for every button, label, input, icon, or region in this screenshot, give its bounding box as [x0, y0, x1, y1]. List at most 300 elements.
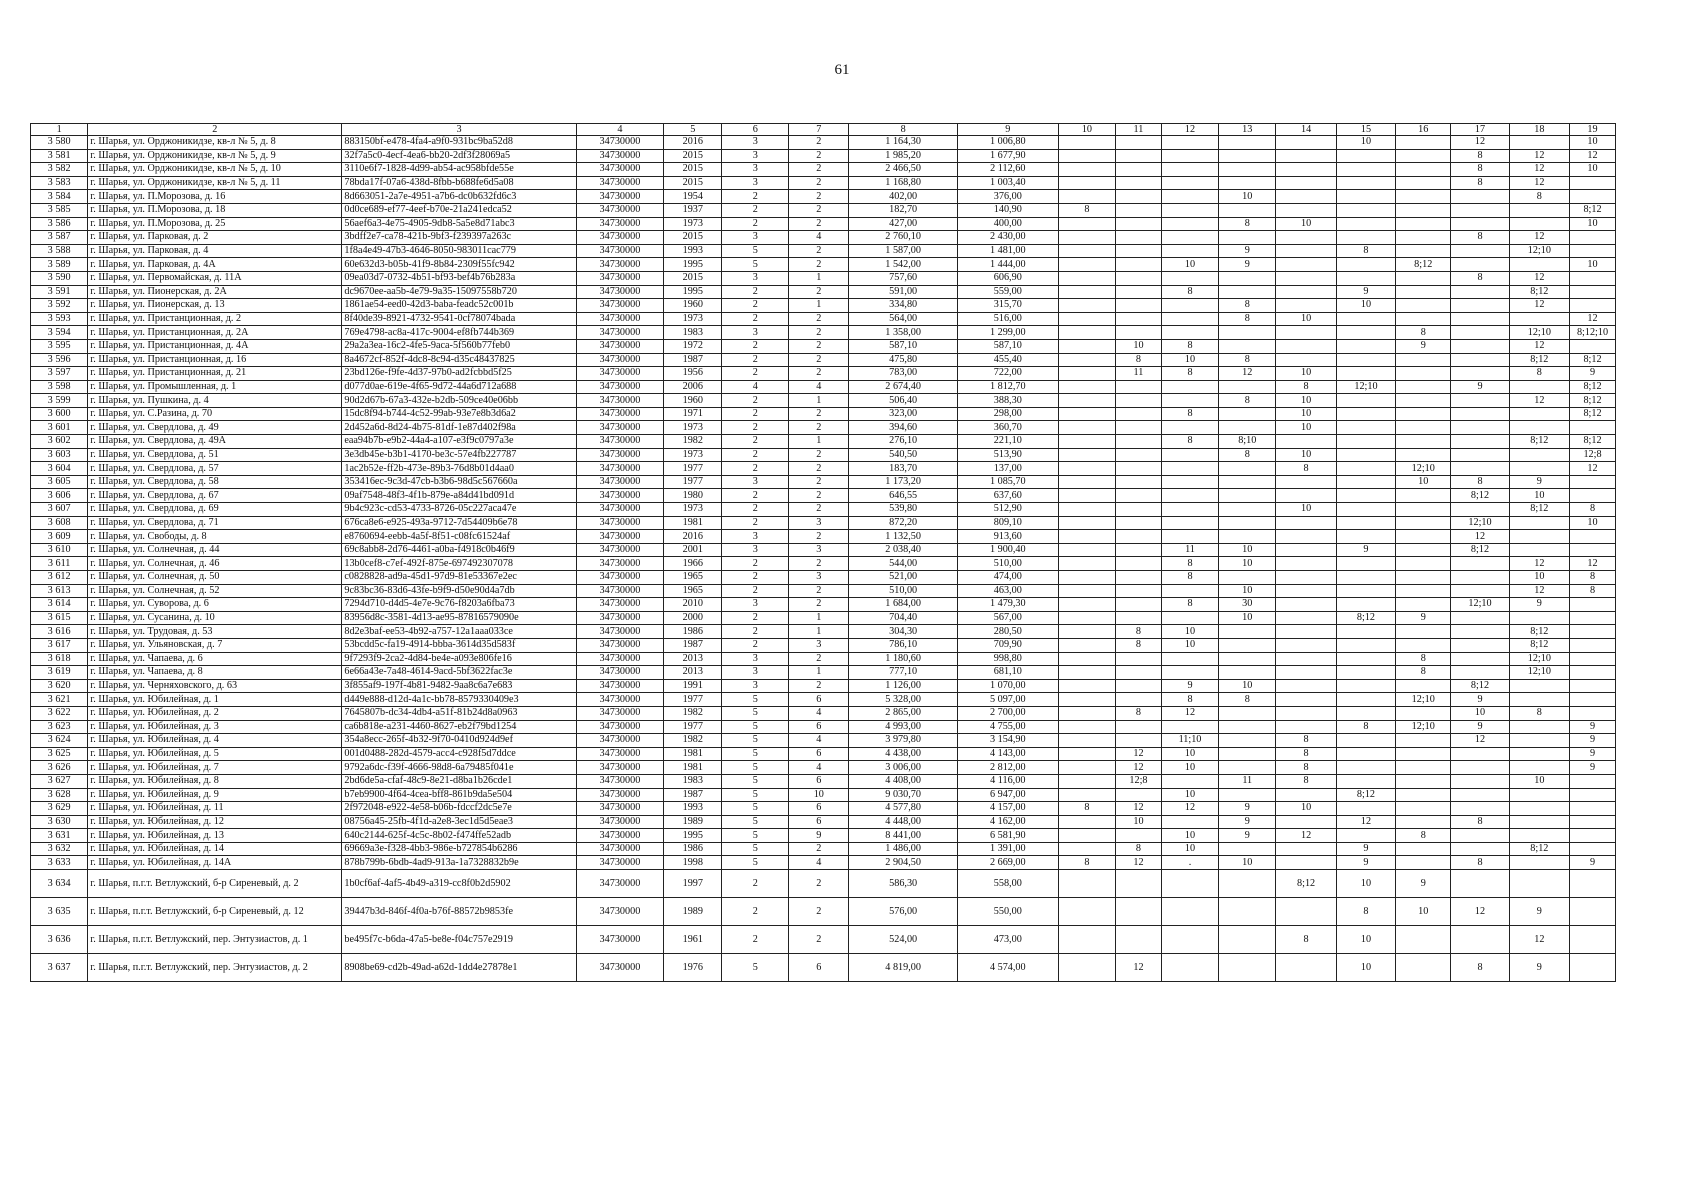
table-row	[31, 285, 1616, 299]
cell-col-18: 8;12	[1509, 285, 1569, 299]
table-row	[31, 136, 1616, 150]
cell-year-built: 2015	[664, 176, 722, 190]
cell-col-19	[1570, 666, 1616, 680]
cell-row-number: 3 596	[31, 353, 88, 367]
cell-row-number: 3 583	[31, 176, 88, 190]
cell-entrances: 4	[789, 706, 849, 720]
cell-col-11	[1116, 435, 1162, 449]
cell-col-15	[1336, 530, 1395, 544]
cell-col-14: 10	[1276, 312, 1336, 326]
table-row	[31, 706, 1616, 720]
cell-col-14	[1276, 176, 1336, 190]
cell-fias-guid: b7eb9900-4f64-4cea-bff8-861b9da5e504	[342, 788, 576, 802]
cell-address: г. Шарья, ул. Юбилейная, д. 11	[88, 802, 342, 816]
cell-col-19	[1570, 176, 1616, 190]
cell-year-built: 1993	[664, 244, 722, 258]
cell-col-10	[1058, 761, 1115, 775]
cell-col-15	[1336, 693, 1395, 707]
cell-col-19	[1570, 679, 1616, 693]
cell-col-12: 8	[1161, 339, 1218, 353]
cell-total-area: 1 173,20	[849, 475, 957, 489]
cell-fias-guid: 8d2e3baf-ee53-4b92-a757-12a1aaa033ce	[342, 625, 576, 639]
cell-fias-guid: 353416ec-9c3d-47cb-b3b6-98d5c567660a	[342, 475, 576, 489]
cell-col-19	[1570, 244, 1616, 258]
cell-col-19	[1570, 285, 1616, 299]
cell-row-number: 3 588	[31, 244, 88, 258]
table-row	[31, 598, 1616, 612]
cell-oktmo-code: 34730000	[576, 421, 663, 435]
cell-fias-guid: 001d0488-282d-4579-acc4-c928f5d7ddce	[342, 747, 576, 761]
cell-col-17: 9	[1451, 380, 1509, 394]
cell-col-13: 11	[1219, 774, 1276, 788]
cell-col-16: 12;10	[1396, 693, 1451, 707]
cell-total-area: 4 408,00	[849, 774, 957, 788]
cell-col-13	[1219, 706, 1276, 720]
column-header-17: 17	[1451, 124, 1509, 136]
cell-floors: 3	[722, 271, 789, 285]
cell-col-13: 8	[1219, 353, 1276, 367]
cell-col-15	[1336, 625, 1395, 639]
cell-fias-guid: 3e3db45e-b3b1-4170-be3c-57e4fb227787	[342, 448, 576, 462]
cell-col-15	[1336, 598, 1395, 612]
cell-col-12	[1161, 774, 1218, 788]
cell-total-area: 2 760,10	[849, 231, 957, 245]
cell-col-17	[1451, 190, 1509, 204]
cell-col-16	[1396, 394, 1451, 408]
table-row	[31, 870, 1616, 898]
cell-col-18: 12	[1509, 394, 1569, 408]
cell-fias-guid: 69669a3e-f328-4bb3-986e-b727854b6286	[342, 842, 576, 856]
cell-floors: 2	[722, 584, 789, 598]
cell-col-17	[1451, 407, 1509, 421]
table-row	[31, 231, 1616, 245]
cell-col-11	[1116, 462, 1162, 476]
cell-year-built: 2010	[664, 598, 722, 612]
cell-oktmo-code: 34730000	[576, 557, 663, 571]
cell-col-19	[1570, 475, 1616, 489]
cell-col-14: 10	[1276, 217, 1336, 231]
header-row	[31, 124, 1616, 136]
cell-col-12	[1161, 203, 1218, 217]
cell-col-16	[1396, 557, 1451, 571]
cell-floors: 5	[722, 244, 789, 258]
table-row	[31, 190, 1616, 204]
cell-col-10	[1058, 706, 1115, 720]
cell-col-13	[1219, 339, 1276, 353]
cell-living-area: 513,90	[957, 448, 1058, 462]
cell-col-18	[1509, 815, 1569, 829]
cell-col-11	[1116, 598, 1162, 612]
cell-col-10	[1058, 407, 1115, 421]
cell-col-18: 12	[1509, 271, 1569, 285]
cell-row-number: 3 608	[31, 516, 88, 530]
cell-year-built: 2013	[664, 666, 722, 680]
cell-entrances: 2	[789, 448, 849, 462]
cell-col-10	[1058, 954, 1115, 982]
cell-col-17: 8	[1451, 271, 1509, 285]
cell-row-number: 3 611	[31, 557, 88, 571]
cell-col-13	[1219, 149, 1276, 163]
cell-floors: 3	[722, 163, 789, 177]
column-header-6: 6	[722, 124, 789, 136]
cell-col-19	[1570, 898, 1616, 926]
cell-oktmo-code: 34730000	[576, 747, 663, 761]
cell-floors: 5	[722, 734, 789, 748]
cell-col-16: 9	[1396, 611, 1451, 625]
cell-floors: 5	[722, 706, 789, 720]
cell-year-built: 1991	[664, 679, 722, 693]
cell-year-built: 1956	[664, 367, 722, 381]
cell-col-12: .	[1161, 856, 1218, 870]
cell-living-area: 4 162,00	[957, 815, 1058, 829]
cell-col-15	[1336, 339, 1395, 353]
cell-address: г. Шарья, ул. Пристанционная, д. 21	[88, 367, 342, 381]
cell-col-16	[1396, 571, 1451, 585]
cell-fias-guid: 9792a6dc-f39f-4666-98d8-6a79485f041e	[342, 761, 576, 775]
cell-floors: 5	[722, 720, 789, 734]
cell-col-13	[1219, 203, 1276, 217]
cell-col-15	[1336, 163, 1395, 177]
cell-col-18: 12	[1509, 339, 1569, 353]
cell-col-17: 12;10	[1451, 598, 1509, 612]
cell-row-number: 3 630	[31, 815, 88, 829]
cell-col-19: 8;12	[1570, 435, 1616, 449]
cell-col-13	[1219, 163, 1276, 177]
cell-col-13	[1219, 530, 1276, 544]
cell-total-area: 510,00	[849, 584, 957, 598]
cell-col-14	[1276, 625, 1336, 639]
cell-col-13	[1219, 842, 1276, 856]
cell-col-17: 8;12	[1451, 489, 1509, 503]
table-row	[31, 380, 1616, 394]
cell-row-number: 3 603	[31, 448, 88, 462]
cell-floors: 2	[722, 557, 789, 571]
cell-col-16	[1396, 435, 1451, 449]
cell-total-area: 2 674,40	[849, 380, 957, 394]
table-row	[31, 475, 1616, 489]
cell-col-16	[1396, 926, 1451, 954]
cell-total-area: 8 441,00	[849, 829, 957, 843]
cell-col-17: 8	[1451, 954, 1509, 982]
cell-row-number: 3 618	[31, 652, 88, 666]
cell-address: г. Шарья, п.г.т. Ветлужский, пер. Энтузиастов, д. 1	[88, 926, 342, 954]
cell-oktmo-code: 34730000	[576, 543, 663, 557]
cell-total-area: 182,70	[849, 203, 957, 217]
cell-address: г. Шарья, ул. Юбилейная, д. 9	[88, 788, 342, 802]
cell-col-16	[1396, 516, 1451, 530]
cell-col-17	[1451, 666, 1509, 680]
cell-entrances: 2	[789, 503, 849, 517]
cell-col-12	[1161, 299, 1218, 313]
cell-col-19: 8;12	[1570, 380, 1616, 394]
cell-col-17	[1451, 353, 1509, 367]
cell-col-12	[1161, 176, 1218, 190]
cell-floors: 2	[722, 516, 789, 530]
cell-col-14	[1276, 571, 1336, 585]
cell-address: г. Шарья, ул. Пионерская, д. 13	[88, 299, 342, 313]
cell-col-12: 12	[1161, 706, 1218, 720]
cell-year-built: 2016	[664, 530, 722, 544]
cell-living-area: 137,00	[957, 462, 1058, 476]
cell-col-10	[1058, 530, 1115, 544]
table-row	[31, 788, 1616, 802]
cell-col-10	[1058, 448, 1115, 462]
cell-col-14	[1276, 638, 1336, 652]
cell-year-built: 2015	[664, 231, 722, 245]
cell-col-15	[1336, 802, 1395, 816]
cell-row-number: 3 632	[31, 842, 88, 856]
cell-entrances: 2	[789, 421, 849, 435]
cell-col-13: 10	[1219, 611, 1276, 625]
cell-floors: 3	[722, 679, 789, 693]
cell-floors: 3	[722, 530, 789, 544]
cell-oktmo-code: 34730000	[576, 462, 663, 476]
cell-total-area: 2 904,50	[849, 856, 957, 870]
cell-year-built: 1983	[664, 326, 722, 340]
cell-col-10	[1058, 611, 1115, 625]
cell-living-area: 2 112,60	[957, 163, 1058, 177]
cell-address: г. Шарья, п.г.т. Ветлужский, б-р Сиреневый, д. 2	[88, 870, 342, 898]
cell-row-number: 3 584	[31, 190, 88, 204]
cell-col-10	[1058, 720, 1115, 734]
cell-col-10	[1058, 666, 1115, 680]
cell-col-18	[1509, 856, 1569, 870]
cell-col-19: 10	[1570, 136, 1616, 150]
cell-col-18	[1509, 516, 1569, 530]
cell-col-17: 8	[1451, 231, 1509, 245]
cell-living-area: 4 755,00	[957, 720, 1058, 734]
cell-col-12: 10	[1161, 788, 1218, 802]
cell-oktmo-code: 34730000	[576, 407, 663, 421]
cell-year-built: 1954	[664, 190, 722, 204]
cell-year-built: 1998	[664, 856, 722, 870]
cell-floors: 2	[722, 299, 789, 313]
table-row	[31, 353, 1616, 367]
cell-col-18: 9	[1509, 598, 1569, 612]
cell-address: г. Шарья, ул. Свердлова, д. 51	[88, 448, 342, 462]
cell-col-18	[1509, 448, 1569, 462]
cell-living-area: 140,90	[957, 203, 1058, 217]
cell-address: г. Шарья, ул. Юбилейная, д. 8	[88, 774, 342, 788]
cell-col-14	[1276, 720, 1336, 734]
cell-entrances: 1	[789, 394, 849, 408]
cell-living-area: 1 006,80	[957, 136, 1058, 150]
cell-col-14	[1276, 136, 1336, 150]
cell-address: г. Шарья, ул. Свердлова, д. 71	[88, 516, 342, 530]
cell-col-11	[1116, 271, 1162, 285]
cell-address: г. Шарья, ул. Чапаева, д. 8	[88, 666, 342, 680]
cell-total-area: 1 542,00	[849, 258, 957, 272]
cell-col-18: 10	[1509, 489, 1569, 503]
cell-total-area: 2 865,00	[849, 706, 957, 720]
cell-col-13	[1219, 136, 1276, 150]
cell-col-18: 8;12	[1509, 503, 1569, 517]
cell-col-16	[1396, 543, 1451, 557]
cell-oktmo-code: 34730000	[576, 666, 663, 680]
cell-entrances: 2	[789, 926, 849, 954]
cell-col-10	[1058, 271, 1115, 285]
cell-col-10	[1058, 788, 1115, 802]
cell-oktmo-code: 34730000	[576, 530, 663, 544]
cell-total-area: 587,10	[849, 339, 957, 353]
cell-floors: 2	[722, 489, 789, 503]
cell-row-number: 3 595	[31, 339, 88, 353]
cell-floors: 5	[722, 829, 789, 843]
cell-fias-guid: 90d2d67b-67a3-432e-b2db-509ce40e06bb	[342, 394, 576, 408]
cell-living-area: 280,50	[957, 625, 1058, 639]
cell-col-14	[1276, 611, 1336, 625]
cell-col-11	[1116, 299, 1162, 313]
cell-col-11	[1116, 217, 1162, 231]
cell-living-area: 360,70	[957, 421, 1058, 435]
cell-address: г. Шарья, ул. Свердлова, д. 49А	[88, 435, 342, 449]
cell-fias-guid: 15dc8f94-b744-4c52-99ab-93e7e8b3d6a2	[342, 407, 576, 421]
cell-col-15	[1336, 747, 1395, 761]
cell-col-15	[1336, 421, 1395, 435]
cell-col-13: 10	[1219, 584, 1276, 598]
cell-row-number: 3 625	[31, 747, 88, 761]
cell-entrances: 2	[789, 584, 849, 598]
cell-col-15	[1336, 557, 1395, 571]
table-row	[31, 666, 1616, 680]
cell-col-12	[1161, 489, 1218, 503]
cell-col-15: 9	[1336, 543, 1395, 557]
cell-col-14	[1276, 543, 1336, 557]
cell-col-19: 9	[1570, 761, 1616, 775]
cell-col-15	[1336, 448, 1395, 462]
cell-total-area: 1 132,50	[849, 530, 957, 544]
cell-oktmo-code: 34730000	[576, 734, 663, 748]
cell-col-16	[1396, 421, 1451, 435]
cell-col-19	[1570, 299, 1616, 313]
cell-fias-guid: 09ea03d7-0732-4b51-bf93-bef4b76b283a	[342, 271, 576, 285]
cell-col-19: 9	[1570, 720, 1616, 734]
cell-col-18	[1509, 543, 1569, 557]
cell-address: г. Шарья, ул. Юбилейная, д. 4	[88, 734, 342, 748]
cell-entrances: 6	[789, 693, 849, 707]
cell-year-built: 2016	[664, 136, 722, 150]
cell-col-13	[1219, 625, 1276, 639]
cell-fias-guid: 8a4672cf-852f-4dc8-8c94-d35c48437825	[342, 353, 576, 367]
cell-col-17	[1451, 285, 1509, 299]
cell-col-11: 8	[1116, 706, 1162, 720]
cell-oktmo-code: 34730000	[576, 693, 663, 707]
cell-row-number: 3 620	[31, 679, 88, 693]
cell-row-number: 3 635	[31, 898, 88, 926]
cell-address: г. Шарья, ул. Солнечная, д. 50	[88, 571, 342, 585]
cell-address: г. Шарья, ул. Пристанционная, д. 2	[88, 312, 342, 326]
cell-floors: 5	[722, 954, 789, 982]
cell-col-13	[1219, 870, 1276, 898]
cell-fias-guid: 769e4798-ac8a-417c-9004-ef8fb744b369	[342, 326, 576, 340]
table-row	[31, 448, 1616, 462]
table-row	[31, 326, 1616, 340]
cell-col-13: 8;10	[1219, 435, 1276, 449]
cell-col-15	[1336, 353, 1395, 367]
cell-col-18: 12	[1509, 163, 1569, 177]
page-number: 61	[834, 62, 850, 78]
cell-address: г. Шарья, ул. Пристанционная, д. 2А	[88, 326, 342, 340]
cell-fias-guid: 9f7293f9-2ca2-4d84-be4e-a093e806fe16	[342, 652, 576, 666]
cell-living-area: 1 677,90	[957, 149, 1058, 163]
cell-col-16	[1396, 489, 1451, 503]
cell-year-built: 1983	[664, 774, 722, 788]
cell-year-built: 1973	[664, 421, 722, 435]
cell-living-area: 637,60	[957, 489, 1058, 503]
cell-col-17	[1451, 299, 1509, 313]
cell-row-number: 3 590	[31, 271, 88, 285]
cell-col-19	[1570, 802, 1616, 816]
cell-year-built: 1981	[664, 761, 722, 775]
cell-year-built: 1973	[664, 312, 722, 326]
cell-living-area: 3 154,90	[957, 734, 1058, 748]
cell-entrances: 3	[789, 516, 849, 530]
cell-entrances: 2	[789, 244, 849, 258]
cell-oktmo-code: 34730000	[576, 815, 663, 829]
cell-col-19	[1570, 829, 1616, 843]
cell-year-built: 1937	[664, 203, 722, 217]
cell-col-19	[1570, 339, 1616, 353]
cell-year-built: 2013	[664, 652, 722, 666]
cell-col-19: 8	[1570, 584, 1616, 598]
cell-col-13: 10	[1219, 557, 1276, 571]
cell-floors: 2	[722, 285, 789, 299]
cell-col-11	[1116, 203, 1162, 217]
cell-year-built: 1993	[664, 802, 722, 816]
cell-col-18	[1509, 312, 1569, 326]
cell-col-16	[1396, 407, 1451, 421]
cell-col-10	[1058, 367, 1115, 381]
cell-col-14	[1276, 299, 1336, 313]
cell-col-17: 12;10	[1451, 516, 1509, 530]
cell-col-11	[1116, 380, 1162, 394]
cell-col-16	[1396, 503, 1451, 517]
cell-total-area: 4 819,00	[849, 954, 957, 982]
cell-oktmo-code: 34730000	[576, 217, 663, 231]
cell-year-built: 1960	[664, 394, 722, 408]
cell-year-built: 1986	[664, 625, 722, 639]
cell-col-12	[1161, 516, 1218, 530]
cell-col-16	[1396, 856, 1451, 870]
cell-col-13: 10	[1219, 543, 1276, 557]
cell-oktmo-code: 34730000	[576, 870, 663, 898]
cell-col-14: 10	[1276, 367, 1336, 381]
cell-col-10	[1058, 829, 1115, 843]
cell-year-built: 1977	[664, 693, 722, 707]
cell-col-13: 9	[1219, 815, 1276, 829]
cell-floors: 5	[722, 761, 789, 775]
cell-col-18: 12	[1509, 176, 1569, 190]
cell-col-15	[1336, 394, 1395, 408]
cell-col-12	[1161, 611, 1218, 625]
cell-entrances: 1	[789, 271, 849, 285]
cell-year-built: 1995	[664, 258, 722, 272]
cell-col-11	[1116, 734, 1162, 748]
cell-col-17: 12	[1451, 530, 1509, 544]
column-header-11: 11	[1116, 124, 1162, 136]
cell-floors: 5	[722, 842, 789, 856]
cell-col-10	[1058, 231, 1115, 245]
column-header-19: 19	[1570, 124, 1616, 136]
cell-col-19	[1570, 638, 1616, 652]
cell-row-number: 3 605	[31, 475, 88, 489]
cell-col-14	[1276, 231, 1336, 245]
cell-address: г. Шарья, ул. С.Разина, д. 70	[88, 407, 342, 421]
cell-oktmo-code: 34730000	[576, 203, 663, 217]
cell-col-15	[1336, 706, 1395, 720]
cell-total-area: 524,00	[849, 926, 957, 954]
cell-col-16	[1396, 638, 1451, 652]
